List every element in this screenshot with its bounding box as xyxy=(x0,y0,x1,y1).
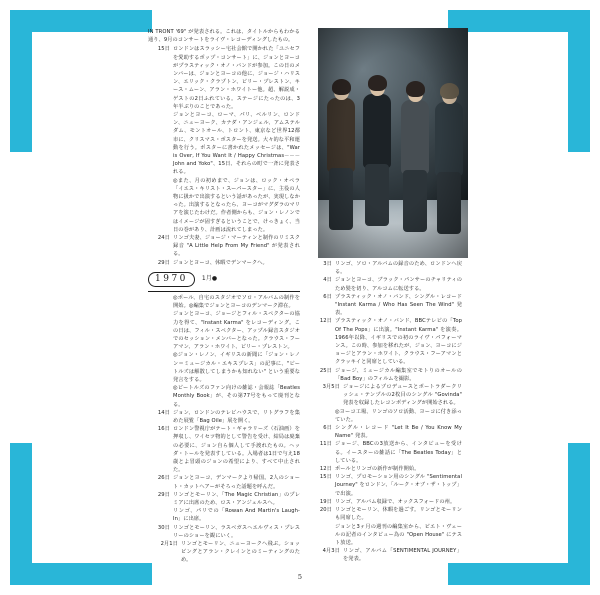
decorative-frame-top-left xyxy=(10,10,152,152)
chronology-entry: ◎ジョン・レノン、イギリスの新聞に「ジョン・レノン＝ミュージカル・エキスプレス」の記事に、"ビートルズは解散してしまうかも知れない" という重要な発言をする。 xyxy=(173,352,300,383)
chronology-entry: ジョンとヨーコ、ジョージとフィル・スペクターの協力を得て、"Instant Karma" をレコーディング。この日は、フィル・スペクター、アップル録音スタジオでのセッション・メンバーとなった。クラウス・フーアマン、アラン・ホワイト、ビリー・プレストン。 xyxy=(173,311,300,351)
chronology-entry: ◎ヨーコ工場、リンゴのソロ活動、ヨーコに付き添っていた。 xyxy=(335,408,462,423)
chronology-entry: 4月3日 リンゴ、アルバム「SENTIMENTAL JOURNEY」を発表。 xyxy=(322,548,462,563)
page-number: 5 xyxy=(297,573,303,581)
chronology-entry: 15日 ロンドンはスラッシー宅社会館で開かれた「ユニセフを愛助するポップ・コンサート」に、ジョンとヨーコがプラスティック・オノ・バンドが参加。この日のメンバーは、ジョンとヨーコの他に、ジョージ・ハリスン、エリック・クラプトン、ビリー・プレストン、キース・ムーン、アラン・ホワイトー他。超、解説成・ゲストの2日ふれている。ステージにたったのは、3年半ぶりのことであった。 xyxy=(157,46,300,110)
chronology-entry: 12日 プラスティック・オノ・バンド、BBCテレビの「Top Of The Pops」に出演。"Instant Karma" を演奏。1966年以降、イギリスでの初のライヴ・パフォーマンス。この時、参加を移れたが、ジョン、ヨーコにジョージとアラン・ホワイト、クラウス・フーアマンとクラッキイと同席としている。 xyxy=(319,318,462,366)
chronology-entry: 2月1日 リンゴとモーリン、ニューヨークへ飛ぶ。ショッピングとアラン・クレインとのミーティングのため。 xyxy=(160,540,300,564)
chronology-entry: ジョンと3ヶ月の週刊の編集室から、ピエト・ヴェールの記者のインタビュー為の "Open House" にテスト放送。 xyxy=(335,523,462,546)
chronology-entry: 3月5日 ジョージによるプロデュースとボートラダークリッシュ・テンプルの2枚目のシングル "Govinda" 発表を収録したレコンボディングが開始される。 xyxy=(322,384,462,407)
chronology-entry: リンゴ、パリでの「Rowan And Martin's Laugh-In」に出席。 xyxy=(173,508,300,523)
chronology-entry: 29日 リンゴとモーリン、「The Magic Christian」のプレミアに出席のため、ロス・アンジェルスへ。 xyxy=(157,491,300,506)
chronology-entry: 19日 リンゴ、アルバム収録で、オックスフォードの州。 xyxy=(319,498,456,505)
chronology-entry: 24日 リンゴ夫妻、ジョージ・マーティンと制作のリミスク録音 "A Little Help From My Friend" が発表される。 xyxy=(157,235,300,258)
left-text-column xyxy=(148,28,300,565)
chronology-entry: ◎また、月の初めまで、ジョンは、ロック・オペラ「イエス・キリスト・スーパースター」に、主役の人物に扱かで出演するという話があったが、実現しなかった。出演するとなったら、ヨーコがマグダラのマリアを演じたわけだ。作者側からも、ジョン・レノンではイメージが固すぎるということで、けっきょく、当日の巻があり、計画は流れてしまった。 xyxy=(173,177,300,233)
chronology-entry: 16日 ロンドン警視庁がテート・ギャラリーズ（石油画）を押収し、ワイセツ物的として警告を受け、結局は廃棄の必要に、ジョン自ら個人して手渡れたもの。ヘッダ・トールを発表すしている。入場者は1日で与え18歳とよ冒頭のジョンの希望により、すべて中止された。 xyxy=(157,426,300,474)
chronology-entry: 15日 リンゴ、プロモーション用のシングル "Sentimental Journey" をロンドン、「ルーク・オブ・ザ・トップ」で出演。 xyxy=(319,474,462,497)
year-month-label: 1月● xyxy=(201,275,218,283)
section-divider xyxy=(148,291,300,292)
chronology-entry: 29日 ジョンとヨーコ、休暇でデンマークへ。 xyxy=(157,259,268,266)
chronology-entry: 12日 ポールとリンゴの新作が制作開始。 xyxy=(319,466,420,473)
chronology-entry: ◎ビートルズのファン向けの雑誌・会報誌「Beatles Monthly Book」が、その第77号をもって廃刊となる。 xyxy=(173,385,300,408)
chronology-entry: ジョンとヨーコ、ローマ、パリ、ベルリン、ロンドン、ニューヨーク、カナダ・アンジェル、アムステルダム、モントオール、トロント、東京など世界12都市に、クリスマス・ポスターを発送。大々的な平和運動を行う。ポスターに書かれたメッセージは、"War is Over, If You Want It / Happy Christmas－－－John and Yoko"、15日、それらの町で一斉に発表される。 xyxy=(173,112,300,176)
decorative-frame-top-right xyxy=(448,10,590,152)
right-text-column xyxy=(310,260,462,564)
year-badge: 1970 xyxy=(148,272,195,287)
chronology-entry: 14日 ジョン、ロンドンのテレビハウスで、リトグラフを集めた展覧「Bag Oile」展を開く。 xyxy=(157,409,300,424)
chronology-entry: ◎ポール、自宅のスタジオでソロ・アルバムの制作を開始。◎編集でジョンとヨーコのデンマーク滞在。 xyxy=(173,294,300,310)
chronology-entry: 26日 ジョンとヨーコ、デンマークより帰国。2人のショート・カットへアーがそろった話題を呼んだ。 xyxy=(157,475,300,490)
chronology-entry: 11日 ジョージ、BBCの3放送から、インタビューを受ける。イースターの雑話に「The Beatles Today」としている。 xyxy=(319,441,462,464)
text-content xyxy=(140,28,460,568)
year-heading xyxy=(148,272,300,287)
intro-paragraph: IN TRONT '69" が発表される。これは、タイトルからもわかる通り、9月のコンサートをライヴ・レコーディングしたもの。 xyxy=(148,29,300,44)
chronology-entry: 20日 リンゴとモーリン、休暇を過ごす。リンゴとモーリンも同席した。 xyxy=(319,507,462,522)
chronology-entry: 3日 リンゴ、ソロ・アルバムの録音のため、ロンドンへ戻る。 xyxy=(323,261,462,276)
chronology-entry: 25日 ジョージ、ミュージカル編集室でモトりのオールの「Bad Boy」のフィルムを撮影。 xyxy=(319,367,462,382)
chronology-entry: 30日 リンゴとモーリン、ラスベガスヘエルヴィス・プレスリーのショーを観にいく。 xyxy=(157,524,300,539)
chronology-entry: 6日 シングル・レコード "Let It Be / You Know My Name" 発表。 xyxy=(323,425,462,440)
chronology-entry: 6日 プラスティック・オノ・バンド、シングル・レコード "Instant Karma / Who Has Seen The Wind" 発表。 xyxy=(323,293,462,317)
decorative-frame-bottom-left xyxy=(10,443,152,585)
chronology-entry: 4日 ジョンとヨーコ、ブラック・パンサーのチャリティのため髪を切り、アルコムに転送する。 xyxy=(323,277,462,292)
decorative-frame-bottom-right xyxy=(448,443,590,585)
